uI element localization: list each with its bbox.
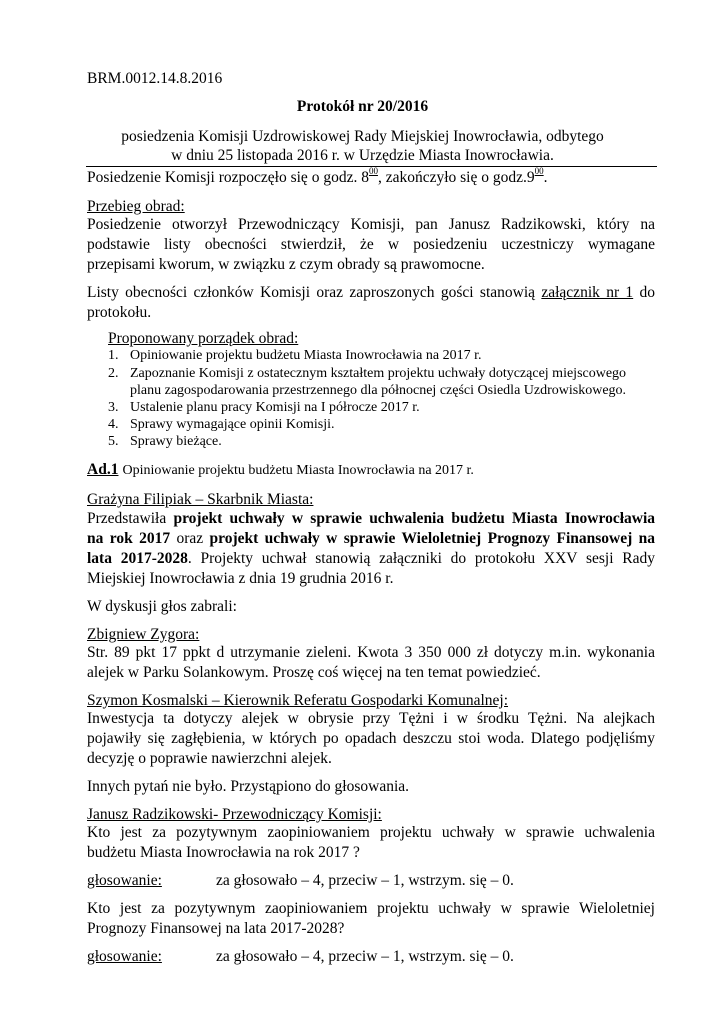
speaker-filipiak: Grażyna Filipiak – Skarbnik Miasta: xyxy=(87,491,314,508)
wpf-years: lata 2017-2028 xyxy=(87,550,188,567)
opening-paragraph-line-1: Posiedzenie otworzył Przewodniczący Komisji, pan Janusz Radzikowski, który na xyxy=(87,216,655,233)
question-1-line-2: budżetu Miasta Inowrocławia na rok 2017 ? xyxy=(87,844,360,861)
question-2-line-2: Prognozy Finansowej na lata 2017-2028? xyxy=(87,920,345,937)
filipiak-line-1 xyxy=(87,508,655,529)
agenda-item-number: 3. xyxy=(108,400,119,415)
filipiak-attachment-text: . Projekty uchwał stanowią załączniki do protokołu XXV sesji Rady xyxy=(187,550,655,567)
filipiak-line-3 xyxy=(87,548,655,569)
przebieg-heading: Przebieg obrad: xyxy=(87,198,185,215)
filipiak-conjunction: oraz xyxy=(176,530,204,547)
start-time-text: Posiedzenie Komisji rozpoczęło się o godz. 8 xyxy=(87,169,369,186)
ad1-heading xyxy=(87,459,474,480)
vote-1-label: głosowanie: xyxy=(87,872,162,889)
filipiak-line-2 xyxy=(87,528,655,549)
question-1-line-1: Kto jest za pozytywnym zaopiniowaniem projektu uchwały w sprawie uchwalenia xyxy=(87,824,655,841)
agenda-item-number: 5. xyxy=(108,434,119,449)
time-line-end: . xyxy=(543,169,548,186)
attendance-paragraph-line-2: protokołu. xyxy=(87,304,152,321)
end-time-minutes: 00 xyxy=(534,166,544,176)
vote-2-label: głosowanie: xyxy=(87,948,162,965)
zygora-line-1: Str. 89 pkt 17 ppkt d utrzymanie zieleni. Kwota 3 350 000 zł dotyczy m.in. wykonania xyxy=(87,644,655,661)
speaker-radzikowski: Janusz Radzikowski- Przewodniczący Komisji: xyxy=(87,806,382,823)
attachment-1-reference: załącznik nr 1 xyxy=(541,284,634,301)
ad1-label: Ad.1 xyxy=(87,461,119,478)
agenda-item-number: 2. xyxy=(108,366,119,381)
speaker-zygora: Zbigniew Zygora: xyxy=(87,626,200,643)
document-reference: BRM.0012.14.8.2016 xyxy=(87,70,223,87)
agenda-item-text: Ustalenie planu pracy Komisji na I półrocze 2017 r. xyxy=(130,400,420,415)
attendance-text: Listy obecności członków Komisji oraz zaproszonych gości stanowią xyxy=(87,284,536,301)
speaker-kosmalski: Szymon Kosmalski – Kierownik Referatu Gospodarki Komunalnej: xyxy=(87,692,509,709)
opening-paragraph-line-3: przepisami kworum, w związku z czym obrady są prawomocne. xyxy=(87,256,485,273)
filipiak-text: Przedstawiła xyxy=(87,510,167,527)
vote-2-result: za głosowało – 4, przeciw – 1, wstrzym. się – 0. xyxy=(216,948,514,965)
opening-paragraph-line-2: podstawie listy obecności stwierdził, że w posiedzeniu uczestniczy wymagane xyxy=(87,236,655,253)
budget-resolution-title: projekt uchwały w sprawie uchwalenia budżetu Miasta Inowrocławia xyxy=(173,510,656,527)
session-time-line xyxy=(87,167,548,188)
attendance-text-end: do xyxy=(639,284,656,301)
agenda-item-number: 4. xyxy=(108,417,119,432)
wpf-resolution-title: projekt uchwały w sprawie Wieloletniej Prognozy Finansowej na xyxy=(209,530,656,547)
attendance-paragraph-line-1 xyxy=(87,282,655,303)
subtitle-line-2: w dniu 25 listopada 2016 r. w Urzędzie Miasta Inowrocławia. xyxy=(171,147,554,164)
agenda-item-text: Opiniowanie projektu budżetu Miasta Inowrocławia na 2017 r. xyxy=(130,348,482,363)
vote-1-result: za głosowało – 4, przeciw – 1, wstrzym. się – 0. xyxy=(216,872,514,889)
kosmalski-line-1: Inwestycja ta dotyczy alejek w obrysie przy Tężni i w środku Tężni. Na alejkach xyxy=(87,710,655,727)
agenda-item-text: Sprawy wymagające opinii Komisji. xyxy=(130,417,335,432)
filipiak-line-4: Miejskiej Inowrocławia z dnia 19 grudnia 2016 r. xyxy=(87,570,394,587)
agenda-item-text: Sprawy bieżące. xyxy=(130,434,222,449)
no-more-questions: Innych pytań nie było. Przystąpiono do głosowania. xyxy=(87,778,410,795)
ad1-text: Opiniowanie projektu budżetu Miasta Inowrocławia na 2017 r. xyxy=(122,463,474,478)
end-time-text: , zakończyło się o godz.9 xyxy=(377,169,535,186)
agenda-heading: Proponowany porządek obrad: xyxy=(108,330,299,347)
document-title: Protokół nr 20/2016 xyxy=(296,98,429,115)
discussion-intro: W dyskusji głos zabrali: xyxy=(87,598,237,615)
zygora-line-2: alejek w Parku Solankowym. Proszę coś więcej na ten temat powiedzieć. xyxy=(87,664,541,681)
kosmalski-line-2: pojawiły się zagłębienia, w których po opadach deszczu stoi woda. Dlatego podjęliśmy xyxy=(87,730,655,747)
start-time-minutes: 00 xyxy=(368,166,378,176)
agenda-item-text: Zapoznanie Komisji z ostatecznym kształtem projektu uchwały dotyczącej miejscowego xyxy=(130,366,627,381)
subtitle-line-1: posiedzenia Komisji Uzdrowiskowej Rady Miejskiej Inowrocławia, odbytego xyxy=(121,128,604,145)
budget-year: na rok 2017 xyxy=(87,530,171,547)
agenda-item-text-continued: planu zagospodarowania przestrzennego dla północnej części Osiedla Uzdrowiskowego. xyxy=(130,383,627,398)
agenda-item-number: 1. xyxy=(108,348,119,363)
kosmalski-line-3: decyzję o poprawie nawierzchni alejek. xyxy=(87,750,332,767)
question-2-line-1: Kto jest za pozytywnym zaopiniowaniem projektu uchwały w sprawie Wieloletniej xyxy=(87,900,655,917)
